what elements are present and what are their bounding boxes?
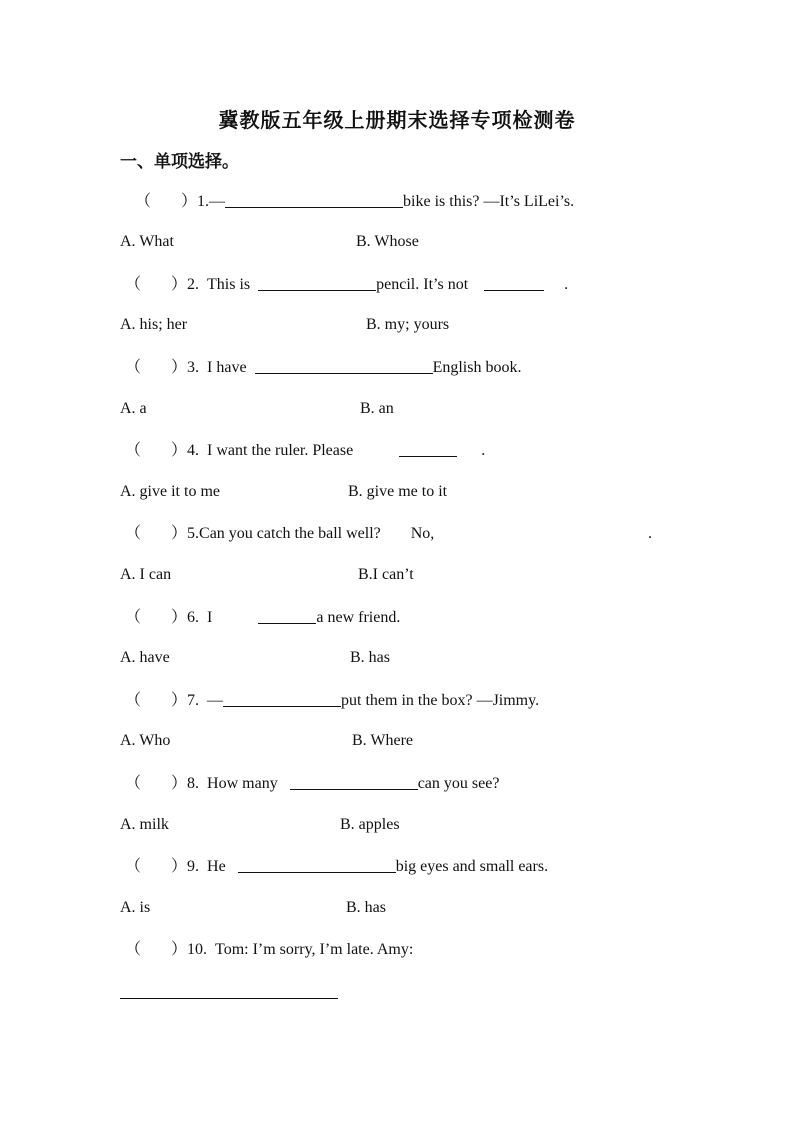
answer-blank[interactable]	[258, 607, 316, 624]
page-title: 冀教版五年级上册期末选择专项检测卷	[218, 110, 576, 132]
question-number: 5.	[187, 525, 200, 542]
question-number: 2.	[187, 276, 200, 293]
paren-open: （	[125, 692, 142, 709]
question-text: English book.	[432, 359, 522, 376]
question-2	[125, 274, 568, 295]
question-3	[125, 357, 521, 378]
paren-close: ）	[171, 525, 188, 542]
question-5-end: .	[648, 525, 652, 542]
question-number: 10.	[187, 941, 208, 958]
question-text: Tom: I’m sorry, I’m late. Amy:	[215, 941, 414, 958]
answer-blank[interactable]	[120, 998, 338, 999]
paren-open: （	[125, 941, 142, 958]
option-a: A. a	[120, 400, 147, 417]
question-text: This is	[207, 276, 251, 293]
question-text: —	[209, 193, 226, 210]
answer-blank[interactable]	[255, 357, 433, 374]
answer-blank[interactable]	[225, 191, 403, 208]
option-a: A. What	[120, 233, 174, 250]
option-b: B. give me to it	[348, 483, 448, 500]
question-text: Can you catch the ball well?	[199, 525, 381, 542]
question-text: pencil. It’s not	[376, 276, 469, 293]
paren-open: （	[125, 775, 142, 792]
answer-blank[interactable]	[258, 274, 376, 291]
question-text: I want the ruler. Please	[207, 442, 354, 459]
question-10	[125, 940, 413, 960]
option-b: B. my; yours	[366, 316, 450, 333]
option-b: B. Where	[352, 732, 414, 749]
answer-blank[interactable]	[223, 690, 341, 707]
paren-open: （	[135, 193, 152, 210]
question-number: 7.	[187, 692, 200, 709]
option-a: A. have	[120, 649, 170, 666]
answer-blank[interactable]	[290, 773, 418, 790]
question-number: 3.	[187, 359, 200, 376]
paren-open: （	[125, 442, 142, 459]
option-a: A. I can	[120, 566, 172, 583]
option-b: B. Whose	[356, 233, 419, 250]
question-text: —	[207, 692, 224, 709]
paren-open: （	[125, 609, 142, 626]
paren-close: ）	[181, 193, 198, 210]
question-text: I have	[207, 359, 247, 376]
question-text: He	[207, 858, 226, 875]
question-8	[125, 773, 499, 794]
question-text: bike is this? —It’s LiLei’s.	[403, 193, 575, 210]
question-text: .	[481, 442, 486, 459]
answer-blank[interactable]	[238, 856, 396, 873]
option-a: A. give it to me	[120, 483, 220, 500]
paren-close: ）	[171, 858, 188, 875]
paren-close: ）	[171, 359, 188, 376]
section-heading: 一、单项选择。	[120, 152, 239, 171]
question-text: put them in the box? —Jimmy.	[341, 692, 540, 709]
option-a: A. is	[120, 899, 151, 916]
question-1	[135, 191, 574, 212]
paren-open: （	[125, 359, 142, 376]
option-b: B. has	[346, 899, 386, 916]
option-a: A. Who	[120, 732, 171, 749]
question-number: 1.	[197, 193, 210, 210]
question-number: 8.	[187, 775, 200, 792]
question-7	[125, 690, 539, 711]
option-b: B. apples	[340, 816, 400, 833]
paren-close: ）	[171, 276, 188, 293]
paren-close: ）	[171, 442, 188, 459]
question-text: big eyes and small ears.	[395, 858, 549, 875]
question-text: a new friend.	[316, 609, 401, 626]
paren-open: （	[125, 858, 142, 875]
option-a: A. milk	[120, 816, 169, 833]
question-text: How many	[207, 775, 278, 792]
question-6	[125, 607, 400, 628]
question-text: No,	[410, 525, 435, 542]
option-b: B. has	[350, 649, 390, 666]
option-a: A. his; her	[120, 316, 188, 333]
question-text: .	[564, 276, 569, 293]
question-4	[125, 440, 485, 461]
answer-blank[interactable]	[484, 274, 544, 291]
paren-close: ）	[171, 941, 188, 958]
paren-open: （	[125, 525, 142, 542]
option-b: B.I can’t	[358, 566, 414, 583]
question-number: 6.	[187, 609, 200, 626]
paren-open: （	[125, 276, 142, 293]
question-9	[125, 856, 548, 877]
question-5	[125, 524, 434, 544]
paren-close: ）	[171, 692, 188, 709]
question-number: 4.	[187, 442, 200, 459]
question-text: I	[207, 609, 213, 626]
paren-close: ）	[171, 775, 188, 792]
paren-close: ）	[171, 609, 188, 626]
question-text: can you see?	[417, 775, 500, 792]
answer-blank[interactable]	[399, 440, 457, 457]
option-b: B. an	[360, 400, 394, 417]
question-number: 9.	[187, 858, 200, 875]
